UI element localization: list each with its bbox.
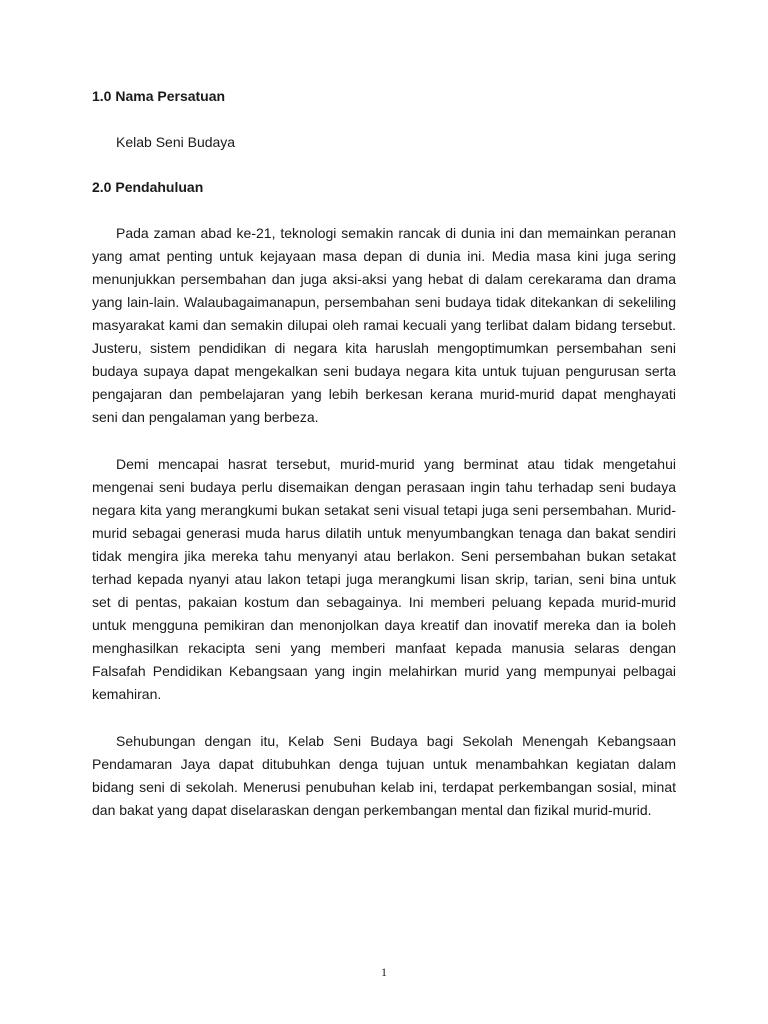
paragraph-3: Sehubungan dengan itu, Kelab Seni Budaya bagi Sekolah Menengah Kebangsaan Pendamaran Jaya dapat ditubuhkan denga tujuan untuk menambahkan kegiatan dalam bidang seni di sekolah. Menerusi penubuhan kelab ini, terdapat perkembangan sosial, minat dan bakat yang dapat diselaraskan dengan perkembangan mental dan fizikal murid-murid.	[92, 733, 676, 818]
section-heading-pendahuluan: 2.0 Pendahuluan	[92, 179, 204, 195]
paragraph-2: Demi mencapai hasrat tersebut, murid-murid yang berminat atau tidak mengetahui mengenai seni budaya perlu disemaikan dengan perasaan ingin tahu terhadap seni budaya negara kita yang merangkumi bukan setakat seni visual tetapi juga seni persembahan. Murid-murid sebagai generasi muda harus dilatih untuk menyumbangkan tenaga dan bakat sendiri tidak mengira jika mereka tahu menyanyi atau berlakon. Seni persembahan bukan setakat terhad kepada nyanyi atau lakon tetapi juga merangkumi lisan skrip, tarian, seni bina untuk set di pentas, pakaian kostum dan sebagainya. Ini memberi peluang kepada murid-murid untuk mengguna pemikiran dan menonjolkan daya kreatif dan inovatif mereka dan ia boleh menghasilkan rekacipta seni yang memberi manfaat kepada manusia selaras dengan Falsafah Pendidikan Kebangsaan yang ingin melahirkan murid yang mempunyai pelbagai kemahiran.	[92, 456, 676, 702]
paragraph-1: Pada zaman abad ke-21, teknologi semakin rancak di dunia ini dan memainkan peranan yang amat penting untuk kejayaan masa depan di dunia ini. Media masa kini juga sering menunjukkan persembahan dan juga aksi-aksi yang hebat di dalam cerekarama dan drama yang lain-lain. Walaubagaimanapun, persembahan seni budaya tidak ditekankan di sekeliling masyarakat kami dan semakin dilupai oleh ramai kecuali yang terlibat dalam bidang tersebut. Justeru, sistem pendidikan di negara kita haruslah mengoptimumkan persembahan seni budaya supaya dapat mengekalkan seni budaya negara kita untuk tujuan pengurusan serta pengajaran dan pembelajaran yang lebih berkesan kerana murid-murid dapat menghayati seni dan pengalaman yang berbeza.	[92, 225, 676, 425]
page-number: 1	[381, 965, 387, 979]
section-heading-nama-persatuan: 1.0 Nama Persatuan	[92, 88, 226, 104]
club-name: Kelab Seni Budaya	[116, 134, 236, 150]
